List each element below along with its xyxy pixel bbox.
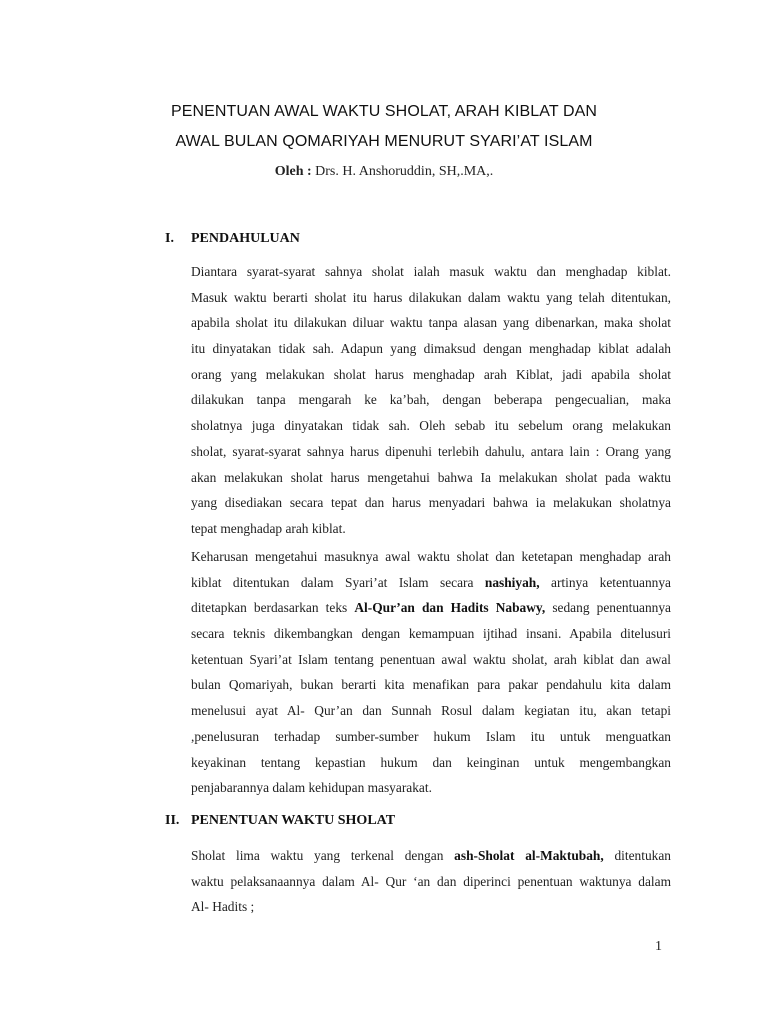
text-line: penjabarannya dalam kehidupan masyarakat.	[191, 780, 432, 796]
text-line	[191, 843, 671, 869]
text-line: orang yang melakukan sholat harus menghadap arah Kiblat, jadi apabila sholat	[191, 366, 671, 382]
paragraph-intro	[191, 259, 671, 542]
text-line: Keharusan mengetahui masuknya awal waktu sholat dan ketetapan menghadap arah	[191, 549, 671, 564]
text-line: keyakinan tentang kepastian hukum dan keinginan untuk mengembangkan	[191, 754, 671, 770]
text-line	[191, 595, 671, 621]
document-title-line-1: PENENTUAN AWAL WAKTU SHOLAT, ARAH KIBLAT DAN	[170, 103, 598, 120]
author-name: Drs. H. Anshoruddin, SH,.MA,.	[311, 164, 494, 179]
text-line: Masuk waktu berarti sholat itu harus dilakukan dalam waktu yang telah ditentukan,	[191, 289, 671, 305]
text-line: dilakukan tanpa mengarah ke ka’bah, dengan beberapa pengecualian, maka	[191, 392, 671, 408]
page-number: 1	[655, 939, 662, 954]
bold-term-ash-sholat: ash-Sholat al-Maktubah,	[454, 848, 604, 863]
section-number: I.	[165, 231, 174, 246]
text-line: sholatnya juga dinyatakan tidak sah. Oleh sebab itu sebelum orang melakukan	[191, 418, 671, 434]
text-line: ,penelusuran terhadap sumber-sumber hukum Islam itu untuk menguatkan	[191, 728, 671, 744]
paragraph-obligation	[191, 544, 671, 801]
text-line: bulan Qomariyah, bukan berarti kita menafikan para pakar pendahulu kita dalam	[191, 677, 671, 693]
text-line: secara teknis dikembangkan dengan kemampuan ijtihad insani. Apabila ditelusuri	[191, 626, 671, 642]
section-number: II.	[165, 813, 180, 828]
section-title: PENENTUAN WAKTU SHOLAT	[191, 813, 396, 828]
section-heading-waktu-sholat	[165, 813, 395, 829]
text-line: waktu pelaksanaannya dalam Al- Qur ‘an dan diperinci penentuan waktunya dalam	[191, 873, 671, 889]
text-line	[191, 570, 671, 596]
text-line: menelusui ayat Al- Qur’an dan Sunnah Rosul dalam kegiatan itu, akan tetapi	[191, 703, 671, 719]
text-line: tepat menghadap arah kiblat.	[191, 520, 346, 536]
text-run: sedang penentuannya	[545, 600, 671, 616]
text-run: kiblat ditentukan dalam Syari’at Islam secara	[191, 574, 485, 590]
text-line: Al- Hadits ;	[191, 899, 255, 915]
section-heading-pendahuluan	[165, 231, 300, 247]
text-line: itu dinyatakan tidak sah. Adapun yang dimaksud dengan menghadap kiblat adalah	[191, 341, 671, 357]
text-line: yang disediakan secara tepat dan harus menyadari bahwa ia melakukan sholatnya	[191, 495, 671, 511]
text-run: Sholat lima waktu yang terkenal dengan	[191, 848, 455, 863]
section-title: PENDAHULUAN	[191, 231, 300, 246]
author-line	[0, 164, 768, 180]
text-line: akan melakukan sholat harus mengetahui bahwa Ia melakukan sholat pada waktu	[191, 469, 671, 485]
text-line: apabila sholat itu dilakukan diluar waktu tanpa alasan yang dibenarkan, maka sholat	[191, 315, 671, 331]
text-run: ditentukan	[603, 848, 671, 863]
text-line: sholat, syarat-syarat sahnya harus dipenuhi terlebih dahulu, antara lain : Orang yang	[191, 443, 671, 459]
text-line: Diantara syarat-syarat sahnya sholat ialah masuk waktu dan menghadap kiblat.	[191, 264, 671, 279]
bold-term-nashiyah: nashiyah,	[484, 574, 540, 590]
text-line: ketentuan Syari’at Islam tentang penentuan awal waktu sholat, arah kiblat dan awal	[191, 651, 671, 667]
document-title-line-2: AWAL BULAN QOMARIYAH MENURUT SYARI’AT ISLAM	[175, 133, 593, 150]
text-run: ditetapkan berdasarkan teks	[191, 600, 355, 616]
text-run: artinya ketentuannya	[539, 574, 671, 590]
author-label: Oleh :	[274, 164, 312, 179]
paragraph-sholat-lima-waktu	[191, 843, 671, 920]
bold-term-quran-hadits: Al-Qur’an dan Hadits Nabawy,	[354, 600, 546, 616]
